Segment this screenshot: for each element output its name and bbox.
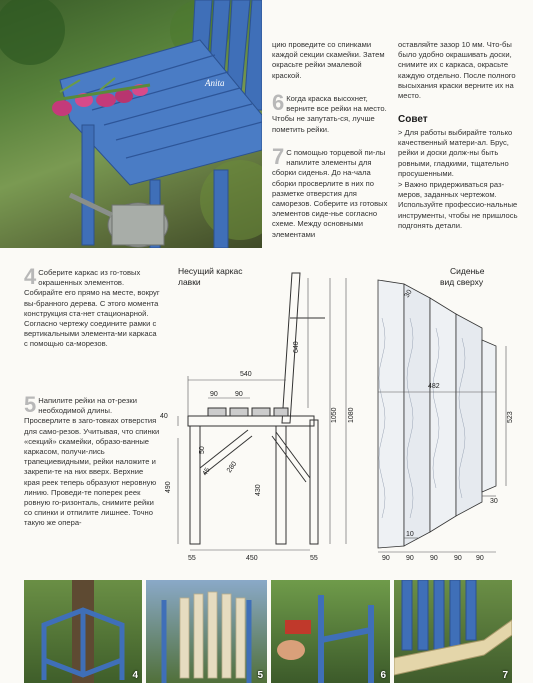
dim-523: 523 [507, 411, 514, 423]
step-7 [272, 144, 390, 240]
photo-step-7 [394, 580, 512, 683]
dim-90-f: 90 [454, 555, 462, 562]
photo-label-4: 4 [132, 670, 138, 681]
sovet-para-2: > Важно придерживаться раз-меров, заданных чертежом. Используйте профессио-нальные инструменты, чтобы не пришлось подгонять детали. [398, 180, 518, 230]
photo-step-4-illustration [24, 580, 142, 683]
photo-step-5 [146, 580, 267, 683]
dim-90-c: 90 [382, 555, 390, 562]
photo-label-6: 6 [380, 670, 386, 681]
dim-1050: 1050 [331, 407, 338, 423]
photo-label-5: 5 [257, 670, 263, 681]
dim-30-b: 30 [490, 498, 498, 505]
dim-1080: 1080 [348, 407, 355, 423]
photo-step-4 [24, 580, 142, 683]
photo-step-7-illustration [394, 580, 512, 683]
dim-90-e: 90 [430, 555, 438, 562]
step-7-text: С помощью торцевой пи-лы напилите элементы для сборки сиденья. До на-чала сборки просверлите в них по разметке отверстия для саморезов. Соберите из готовых элементов сиде-нье согласно схеме. Между основными элементами [272, 148, 388, 239]
dim-45: 45 [201, 466, 212, 477]
sovet-title: Совет [398, 114, 428, 125]
seat-title-2: вид сверху [440, 277, 484, 287]
dim-10: 10 [406, 531, 414, 538]
step-6-text: Когда краска высохнет, верните все рейки на место. Чтобы не запутать-ся, лучше пометить рейки. [272, 94, 387, 134]
dim-540: 540 [240, 371, 252, 378]
dim-90-a: 90 [210, 391, 218, 398]
dim-55-b: 55 [310, 555, 318, 562]
dim-40: 40 [160, 413, 168, 420]
photo-step-6 [271, 580, 390, 683]
watermark: Anita [205, 78, 225, 88]
frame-title-1: Несущий каркас [178, 266, 243, 276]
dim-30-a: 30 [403, 288, 414, 299]
step-5-number: 5 [24, 392, 37, 417]
dim-90-b: 90 [235, 391, 243, 398]
dim-430: 430 [255, 484, 262, 496]
col-right-top-text: оставляйте зазор 10 мм. Что-бы было удобно окрашивать доски, снимите их с каркаса, окрасьте каждую отдельно. После полного высыхания краски верните их на место. [398, 40, 516, 101]
seat-title-1: Сиденье [450, 266, 485, 276]
dim-50: 50 [199, 446, 206, 454]
photo-label-7: 7 [502, 670, 508, 681]
technical-drawing [160, 258, 530, 576]
step-6 [272, 90, 390, 135]
step-5 [24, 392, 160, 529]
dim-482: 482 [428, 383, 440, 390]
step-4-number: 4 [24, 264, 37, 289]
step-4-text: Соберите каркас из го-товых окрашенных элементов. Собирайте его прямо на месте, вокруг вы-бранного дерева. С этого момента конструкция ста-нет стационарной. Согласно чертежу соедините рамки с вертикальными элемента-ми каркаса с помощью са-морезов. [24, 268, 160, 349]
dim-450: 450 [246, 555, 258, 562]
photo-step-5-illustration [146, 580, 267, 683]
frame-title-2: лавки [178, 277, 201, 287]
dim-280: 280 [225, 460, 239, 475]
bench-illustration [0, 0, 262, 248]
sovet-para-1: > Для работы выбирайте только качественный матери-ал. Брус, рейки и доски долж-ны быть ровными, гладкими, тщательно просушенными. [398, 128, 513, 178]
step-5-text: Напилите рейки на от-резки необходимой длины. Просверлите в заго-товках отверстия для само-резов. Учитывая, что спинки «секций» скамейки, образо-ванные каркасом, получи-лись трапециевидными, рейки наложите и закрепи-те на них вверх. Верхние края реек теперь образуют неровную линию. Проведи-те поперек реек ровную го-ризонталь, снимите рейки со спинки и отпилите лишнее. Точно такую же опера- [24, 396, 160, 528]
step-7-number: 7 [272, 144, 285, 169]
dim-90-d: 90 [406, 555, 414, 562]
col-mid-top-text: цию проведите со спинками каждой секции скамейки. Затем окрасьте рейки эмалевой краской. [272, 40, 385, 80]
dim-90-g: 90 [476, 555, 484, 562]
dim-490: 490 [165, 481, 172, 493]
step-6-number: 6 [272, 90, 285, 115]
photo-blue-bench [0, 0, 262, 248]
step-4 [24, 264, 160, 350]
dim-55-a: 55 [188, 555, 196, 562]
dim-640: 640 [293, 341, 300, 353]
photo-step-6-illustration [271, 580, 390, 683]
